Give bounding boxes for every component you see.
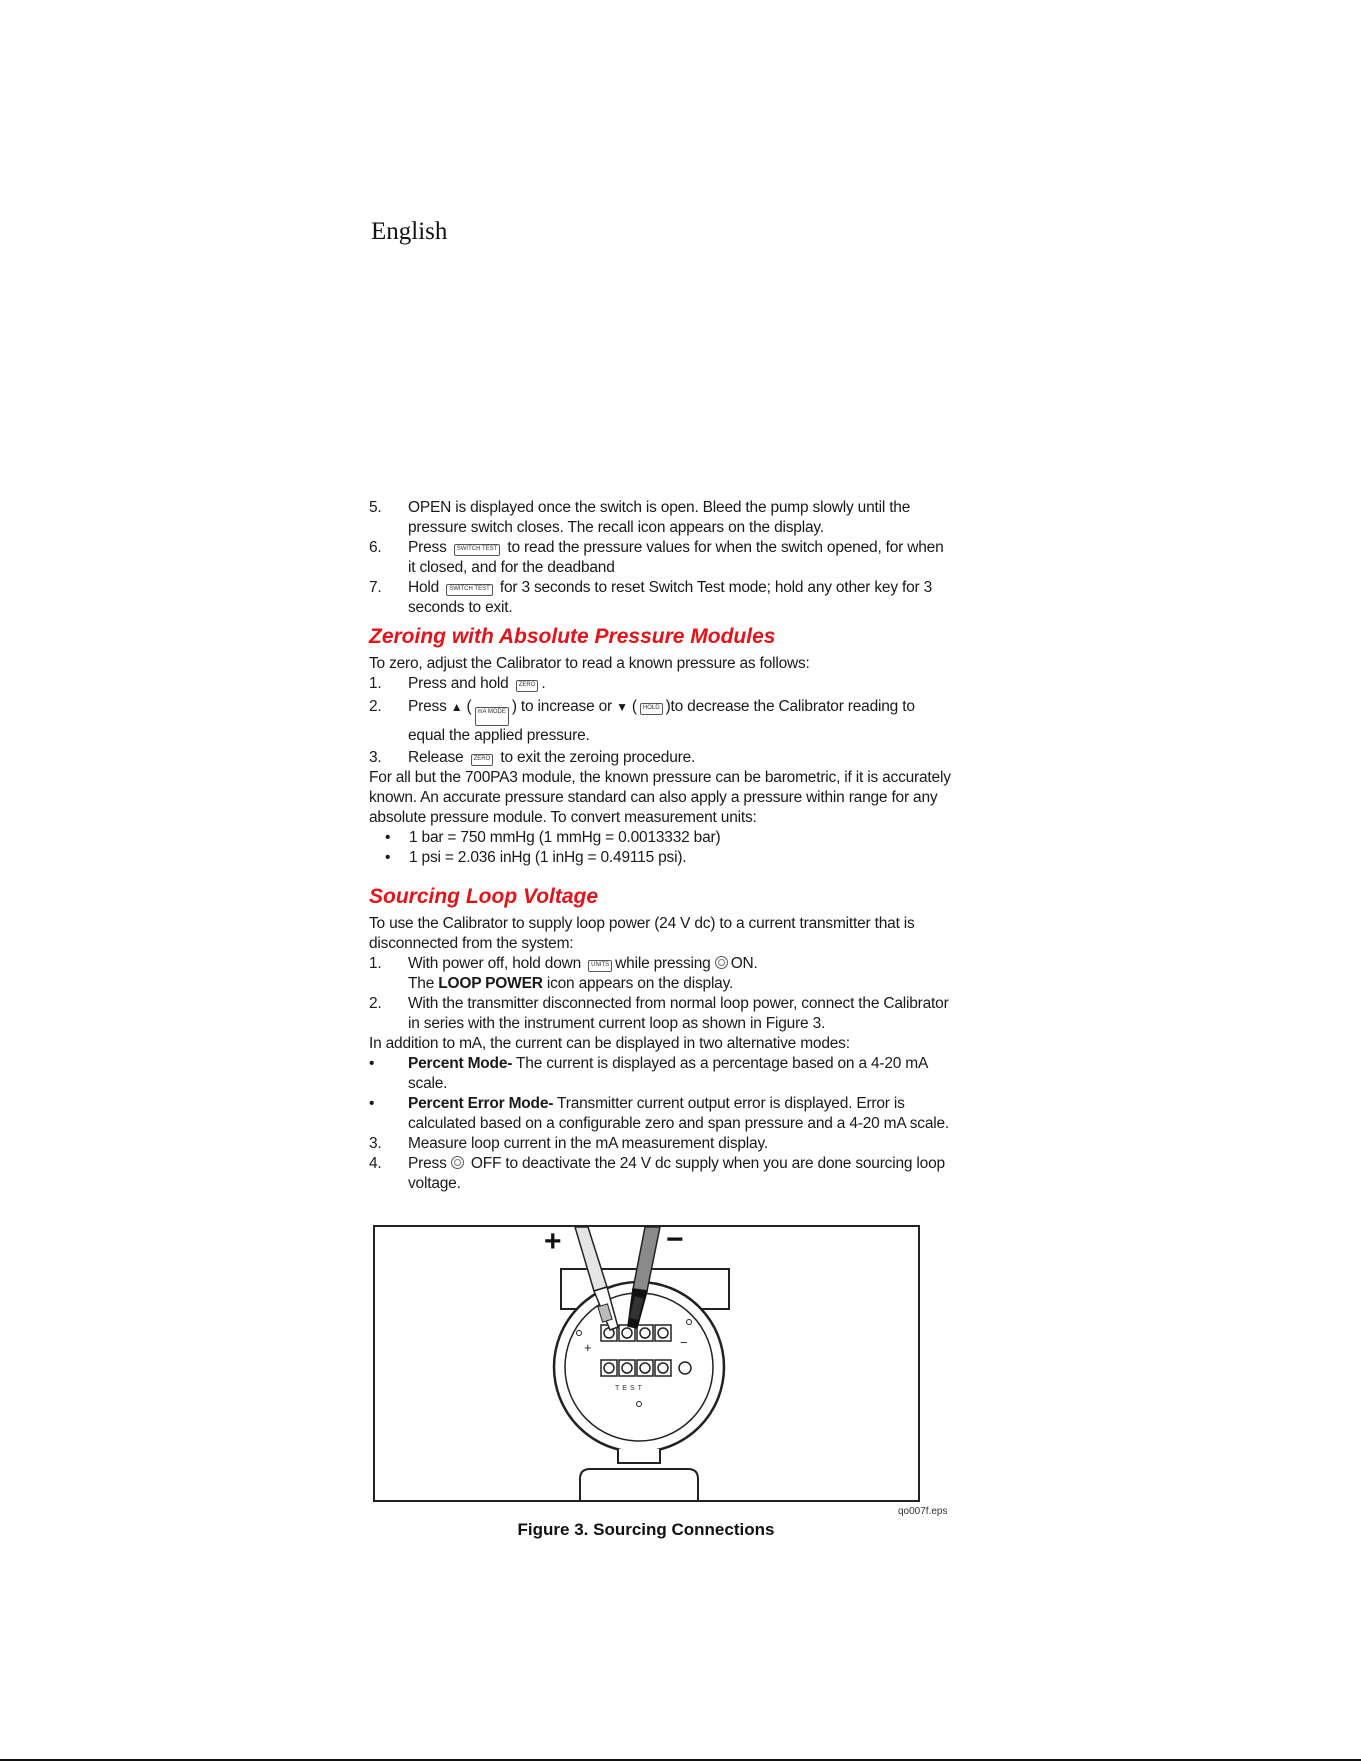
step-number: 4. bbox=[369, 1155, 382, 1172]
modes-intro: In addition to mA, the current can be displayed in two alternative modes: bbox=[369, 1035, 850, 1052]
positive-label: + bbox=[544, 1227, 562, 1258]
step-text-post: )to decrease the Calibrator reading to equal the applied pressure. bbox=[408, 698, 915, 744]
step-5 bbox=[369, 498, 951, 538]
step-number: 7. bbox=[369, 579, 382, 596]
step-number: 1. bbox=[369, 675, 382, 692]
step-line2-post: icon appears on the display. bbox=[546, 975, 734, 992]
mode-label: Percent Error Mode- bbox=[408, 1095, 554, 1112]
step-number: 3. bbox=[369, 1135, 382, 1152]
figure-caption: Figure 3. Sourcing Connections bbox=[517, 1520, 775, 1539]
step-7 bbox=[369, 578, 951, 618]
step-text-pre: Press bbox=[408, 1155, 447, 1172]
step-line2-pre: The bbox=[408, 975, 435, 992]
manual-content bbox=[369, 498, 951, 1194]
transmitter-diagram bbox=[375, 1227, 918, 1500]
conversion-bullet bbox=[369, 828, 951, 848]
source-step-1 bbox=[369, 954, 951, 994]
step-text-pre: Press bbox=[408, 698, 447, 715]
ma-mode-key-icon: mA MODE bbox=[475, 707, 509, 726]
step-text: OPEN is displayed once the switch is open. Bleed the pump slowly until the pressure switch closes. The recall icon appears on the display. bbox=[408, 499, 911, 536]
step-number: 2. bbox=[369, 995, 382, 1012]
bullet-text: 1 bar = 750 mmHg (1 mmHg = 0.0013332 bar) bbox=[409, 829, 721, 846]
housing-neck bbox=[618, 1449, 660, 1463]
bullet-icon: • bbox=[369, 1055, 375, 1072]
zero-key-icon: ZERO bbox=[471, 754, 494, 766]
negative-label: − bbox=[666, 1227, 684, 1256]
zeroing-intro: To zero, adjust the Calibrator to read a known pressure as follows: bbox=[369, 655, 810, 672]
source-step-4 bbox=[369, 1154, 951, 1194]
step-text-post: ON. bbox=[730, 955, 758, 972]
step-text-pre: With power off, hold down bbox=[408, 955, 582, 972]
step-text-pre: Press and hold bbox=[408, 675, 509, 692]
mode-bullet bbox=[369, 1054, 951, 1094]
step-text-post: . bbox=[541, 675, 546, 692]
bullet-text: 1 psi = 2.036 inHg (1 inHg = 0.49115 psi). bbox=[409, 849, 687, 866]
switch-test-key-icon: SWITCH TEST bbox=[446, 584, 493, 596]
bullet-icon: • bbox=[369, 1095, 375, 1112]
mode-label: Percent Mode- bbox=[408, 1055, 513, 1072]
hold-key-icon: HOLD bbox=[640, 703, 663, 715]
step-number: 5. bbox=[369, 499, 382, 516]
sourcing-connections-figure bbox=[373, 1225, 920, 1502]
step-number: 3. bbox=[369, 749, 382, 766]
terminal-plus-label: + bbox=[584, 1340, 592, 1355]
step-text-post: to exit the zeroing procedure. bbox=[500, 749, 696, 766]
down-triangle-icon: ▼ bbox=[616, 700, 628, 714]
step-text-mid: while pressing bbox=[615, 955, 711, 972]
zeroing-heading: Zeroing with Absolute Pressure Modules bbox=[369, 625, 776, 648]
step-text-pre: Press bbox=[408, 539, 447, 556]
language-label: English bbox=[371, 218, 448, 245]
step-text-pre: Hold bbox=[408, 579, 440, 596]
housing-base bbox=[580, 1469, 698, 1500]
loop-power-label: LOOP POWER bbox=[438, 975, 543, 992]
up-triangle-icon: ▲ bbox=[450, 700, 463, 714]
zero-step-2: 2. Press ▲ ( mA MODE ) to increase or ▼ ( HOLD )to decrease the Calibrator reading to equal the applied pressure. bbox=[369, 698, 915, 744]
source-step-3 bbox=[369, 1134, 951, 1154]
step-text-post: to read the pressure values for when the switch opened, for when it closed, and for the deadband bbox=[408, 539, 944, 576]
mode-bullet bbox=[369, 1094, 951, 1134]
bullet-icon: • bbox=[385, 829, 391, 846]
zero-key-icon: ZERO bbox=[516, 680, 539, 692]
power-button-icon bbox=[451, 1156, 464, 1169]
step-text-mid: ) to increase or bbox=[511, 698, 613, 715]
mode-text: Transmitter current output error is displayed. Error is calculated based on a configurable zero and span pressure and a 4-20 mA scale. bbox=[408, 1095, 950, 1132]
step-text-pre: Release bbox=[408, 749, 464, 766]
switch-test-key-icon: SWITCH TEST bbox=[454, 544, 501, 556]
sourcing-intro: To use the Calibrator to supply loop power (24 V dc) to a current transmitter that is disconnected from the system: bbox=[369, 915, 915, 952]
step-number: 6. bbox=[369, 539, 382, 556]
step-text: Measure loop current in the mA measurement display. bbox=[408, 1135, 768, 1152]
zeroing-paragraph: For all but the 700PA3 module, the known pressure can be barometric, if it is accurately known. An accurate pressure standard can also apply a pressure within range for any absolute pressure module. To convert measurement units: bbox=[369, 769, 951, 826]
conversion-bullet bbox=[369, 848, 951, 868]
step-text-post: for 3 seconds to reset Switch Test mode; hold any other key for 3 seconds to exit. bbox=[408, 579, 933, 616]
source-step-2 bbox=[369, 994, 951, 1034]
step-text: With the transmitter disconnected from normal loop power, connect the Calibrator in series with the instrument current loop as shown in Figure 3. bbox=[408, 995, 949, 1032]
terminal-minus-label: − bbox=[680, 1335, 688, 1350]
test-label: TEST bbox=[615, 1385, 645, 1392]
units-key-icon: UNITS bbox=[588, 960, 612, 972]
sourcing-heading: Sourcing Loop Voltage bbox=[369, 885, 599, 908]
step-number: 1. bbox=[369, 955, 382, 972]
step-text-post: OFF to deactivate the 24 V dc supply when you are done sourcing loop voltage. bbox=[408, 1155, 945, 1192]
mode-text: The current is displayed as a percentage based on a 4-20 mA scale. bbox=[408, 1055, 928, 1092]
power-button-icon bbox=[715, 956, 728, 969]
zero-step-1 bbox=[369, 674, 951, 694]
step-6 bbox=[369, 538, 951, 578]
bullet-icon: • bbox=[385, 849, 391, 866]
figure-file-reference: qo007f.eps bbox=[898, 1506, 948, 1517]
zero-step-3 bbox=[369, 748, 951, 768]
step-number: 2. bbox=[369, 698, 382, 715]
